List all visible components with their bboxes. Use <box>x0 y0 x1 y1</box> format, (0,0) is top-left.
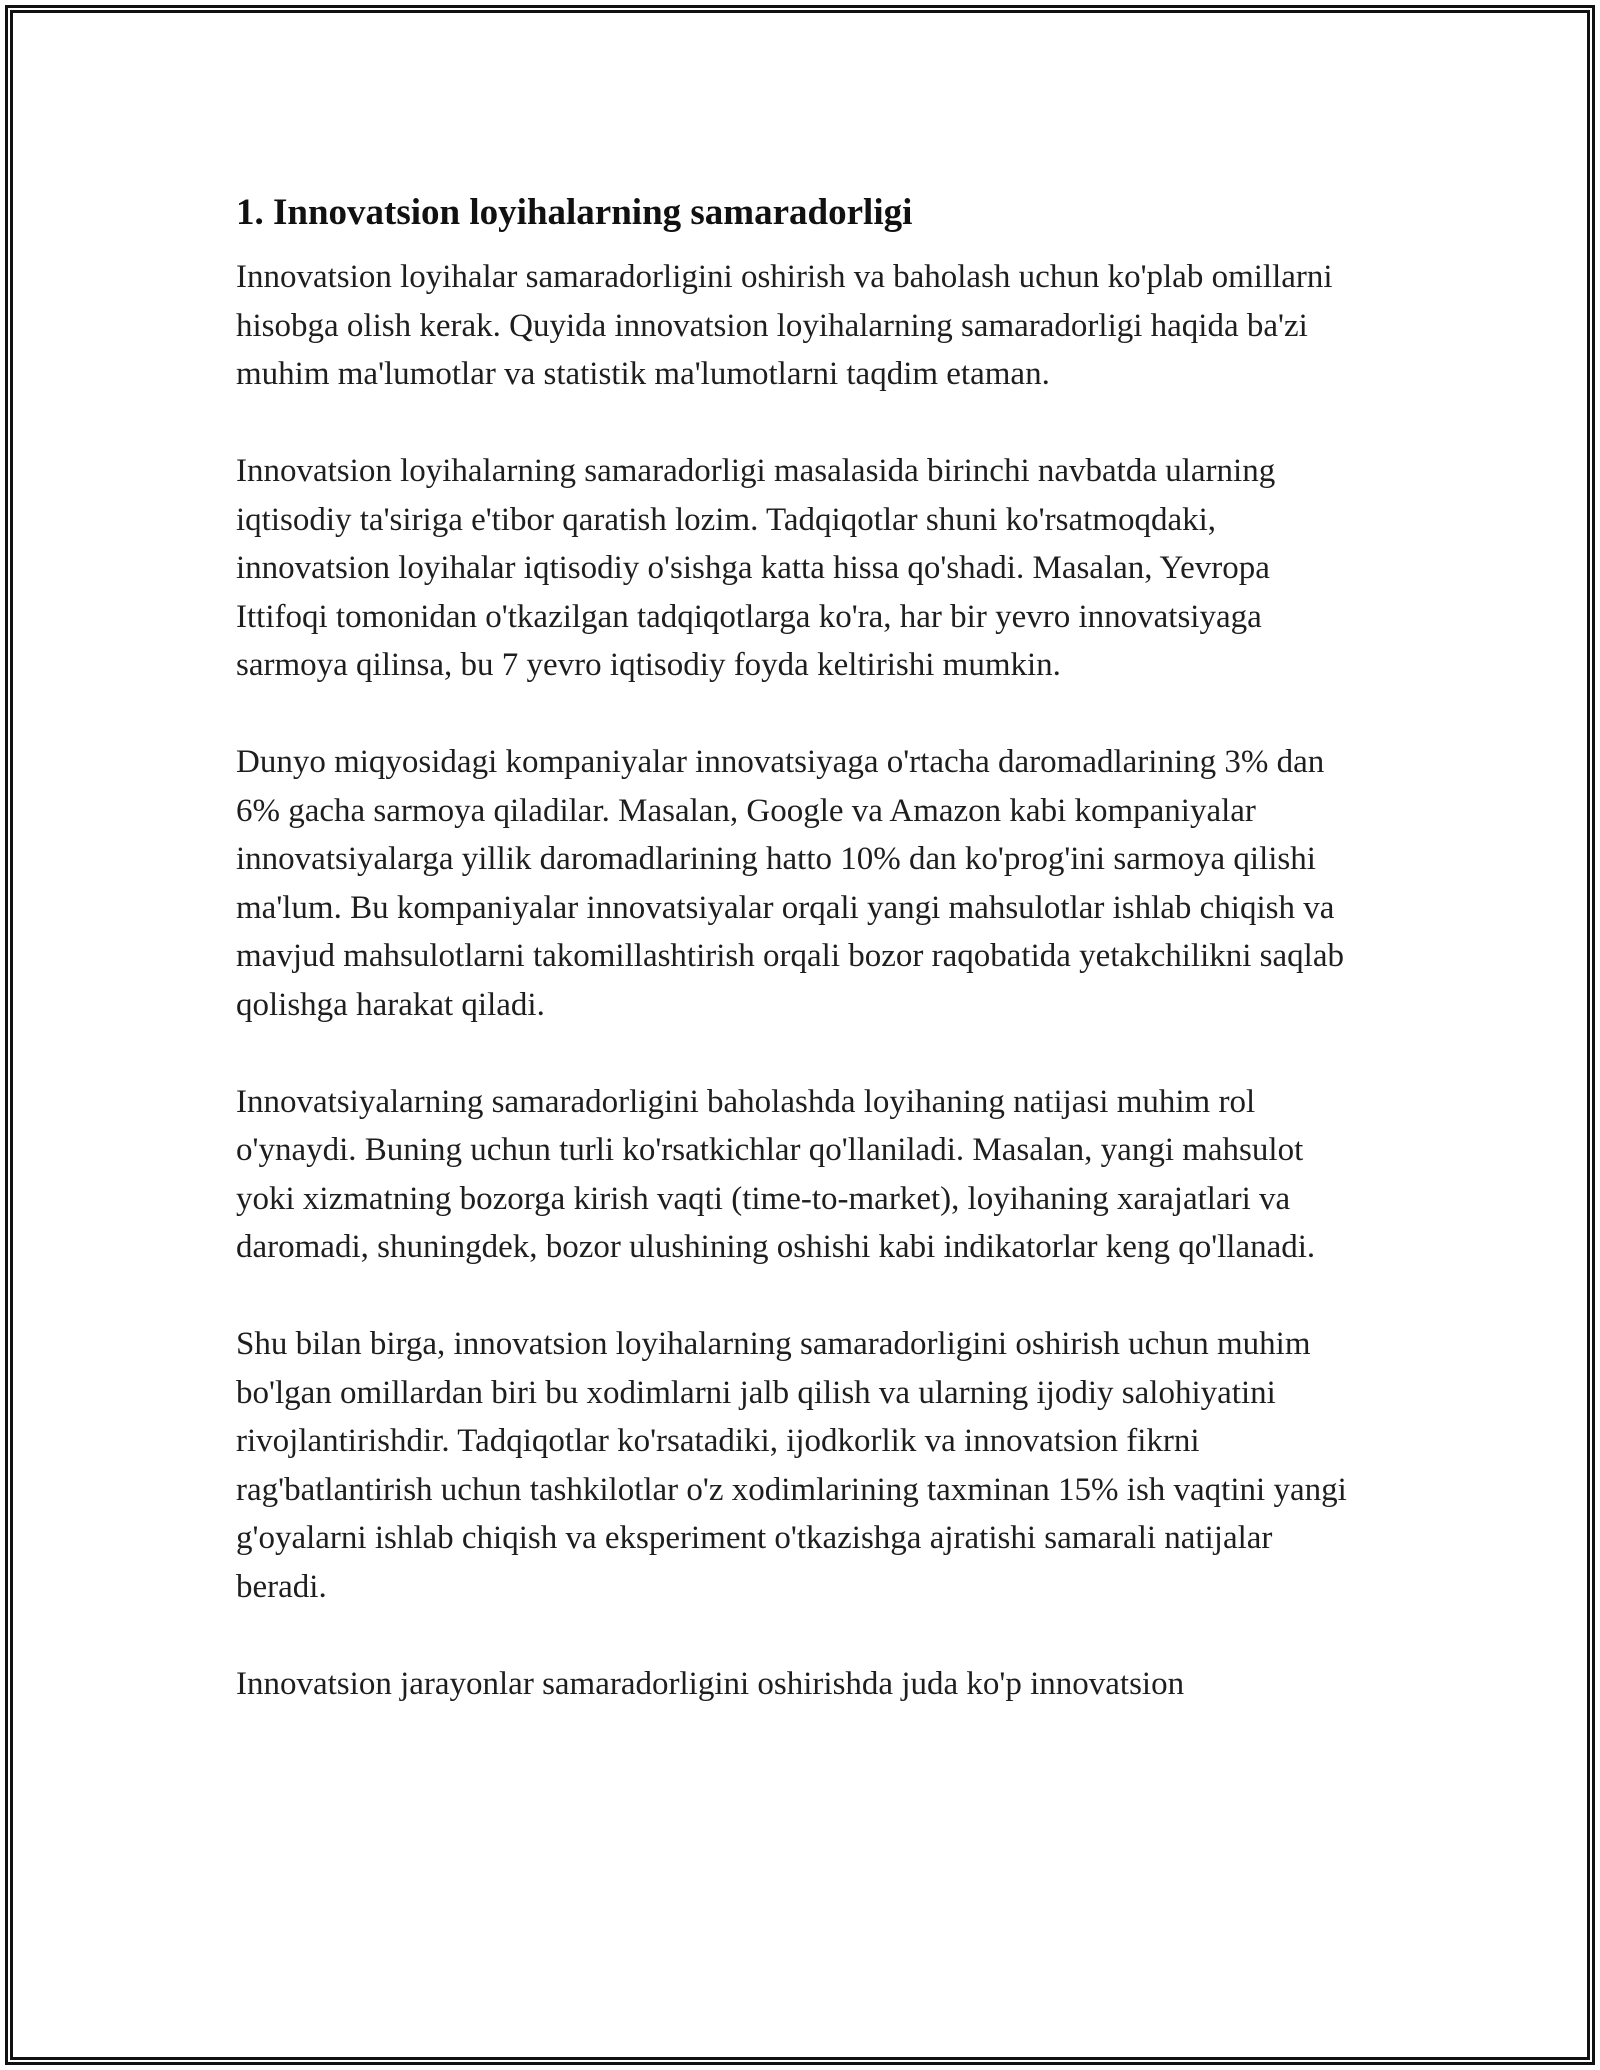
paragraph-investment-share: Dunyo miqyosidagi kompaniyalar innovatsiyaga o'rtacha daromadlarining 3% dan 6% gacha sarmoya qiladilar. Masalan, Google va Amazon kabi kompaniyalar innovatsiyalarga yillik daromadlarining hatto 10% dan ko'prog'ini sarmoya qilishi ma'lum. Bu kompaniyalar innovatsiyalar orqali yangi mahsulotlar ishlab chiqish va mavjud mahsulotlarni takomillashtirish orqali bozor raqobatida yetakchilikni saqlab qolishga harakat qiladi. <box>236 744 1344 1023</box>
paragraph-intro: Innovatsion loyihalar samaradorligini oshirish va baholash uchun ko'plab omillarni hisobga olish kerak. Quyida innovatsion loyihalarning samaradorligi haqida ba'zi muhim ma'lumotlar va statistik ma'lumotlarni taqdim etaman. <box>236 259 1333 392</box>
paragraph-truncated: Innovatsion jarayonlar samaradorligini oshirishda juda ko'p innovatsion <box>236 1665 1185 1702</box>
paragraph-evaluation-metrics: Innovatsiyalarning samaradorligini baholashda loyihaning natijasi muhim rol o'ynaydi. Buning uchun turli ko'rsatkichlar qo'llaniladi. Masalan, yangi mahsulot yoki xizmatning bozorga kirish vaqti (time-to-market), loyihaning xarajatlari va daromadi, shuningdek, bozor ulushining oshishi kabi indikatorlar keng qo'llanadi. <box>236 1083 1316 1265</box>
section-heading: 1. Innovatsion loyihalarning samaradorligi <box>236 192 913 233</box>
paragraph-employee-creativity: Shu bilan birga, innovatsion loyihalarning samaradorligini oshirish uchun muhim bo'lgan omillardan biri bu xodimlarni jalb qilish va ularning ijodiy salohiyatini rivojlantirishdir. Tadqiqotlar ko'rsatadiki, ijodkorlik va innovatsion fikrni rag'batlantirish uchun tashkilotlar o'z xodimlarining taxminan 15% ish vaqtini yangi g'oyalarni ishlab chiqish va eksperiment o'tkazishga ajratishi samarali natijalar beradi. <box>236 1326 1347 1605</box>
paragraph-economic-impact: Innovatsion loyihalarning samaradorligi masalasida birinchi navbatda ularning iqtisodiy ta'siriga e'tibor qaratish lozim. Tadqiqotlar shuni ko'rsatmoqdaki, innovatsion loyihalar iqtisodiy o'sishga katta hissa qo'shadi. Masalan, Yevropa Ittifoqi tomonidan o'tkazilgan tadqiqotlarga ko'ra, har bir yevro innovatsiyaga sarmoya qilinsa, bu 7 yevro iqtisodiy foyda keltirishi mumkin. <box>236 453 1276 683</box>
document-body <box>236 185 1366 1757</box>
